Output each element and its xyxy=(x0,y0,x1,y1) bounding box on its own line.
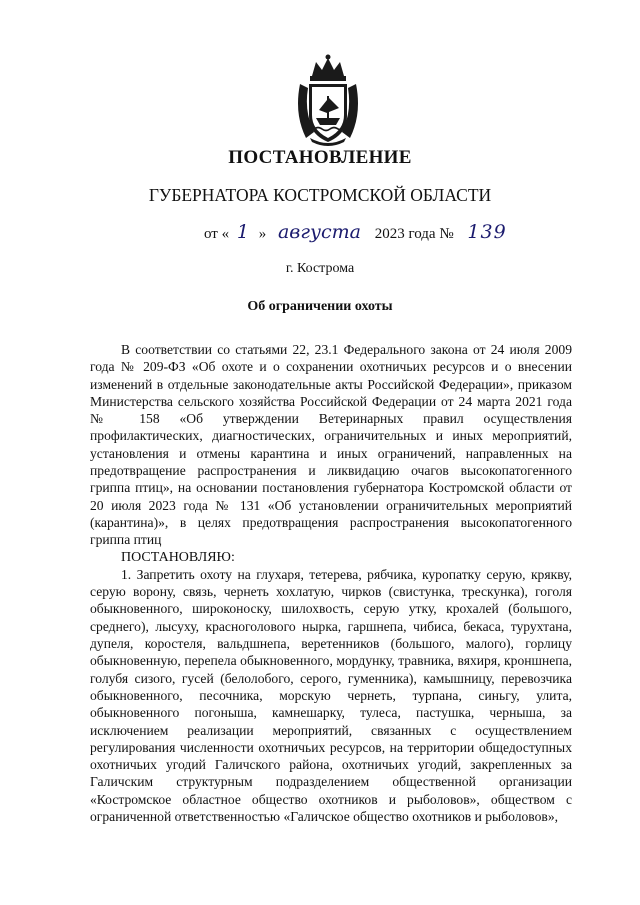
document-subject: Об ограничении охоты xyxy=(247,299,393,314)
item-1-paragraph: 1. Запретить охоту на глухаря, тетерева, рябчика, куропатку серую, крякву, серую ворону, связь, чернеть хохлатую, чирков (свистунка, трескунка), гоголя обыкновенного, широконоску, шилохвость, серую утку, крохалей (большого, среднего), лысуху, красноголового нырка, гаршнепа, чибиса, бекаса, турухтана, дупеля, коростеля, вальдшнепа, веретенников (большого, малого), горлицу обыкновенную, перепела обыкновенного, мордунку, травника, вяхиря, кроншнепа, голубя сизого, гусей (белолобого, серого, гуменника), камышницу, перевозчика обыкновенного, песочника, морскую чернеть, турпана, синьгу, улита, обыкновенного погоныша, камнешарку, тулеса, пастушка, черныша, за исключением реализации мероприятий, связанных с осуществлением регулирования численности охотничьих ресурсов, на территории общедоступных охотничьих угодий Галичского района, охотничьих угодий, закрепленных за Галичским структурным подразделением общественной организации «Костромское областное общество охотников и рыболовов», обществом с ограниченной ответственностью «Галичское общество охотников и рыболовов», xyxy=(90,566,572,825)
date-month-handwritten: августа xyxy=(277,221,361,243)
date-day-handwritten: 1 xyxy=(236,221,249,243)
date-mid: » xyxy=(258,226,267,242)
city-name: г. Кострома xyxy=(285,261,355,276)
date-year: 2023 года № xyxy=(374,226,454,242)
document-title: ПОСТАНОВЛЕНИЕ xyxy=(228,147,412,168)
coat-of-arms-icon xyxy=(290,54,366,146)
document-body xyxy=(90,341,572,825)
decree-word: ПОСТАНОВЛЯЮ: xyxy=(121,549,235,565)
date-line xyxy=(204,221,507,243)
date-prefix: от « xyxy=(204,226,230,242)
preamble-paragraph: В соответствии со статьями 22, 23.1 Федерального закона от 24 июля 2009 года № 209-ФЗ «Об охоте и о сохранении охотничьих ресурсов и о внесении изменений в отдельные законодательные акты Российской Федерации», приказом Министерства сельского хозяйства Российской Федерации от 24 марта 2021 года № 158 «Об утверждении Ветеринарных правил осуществления профилактических, диагностических, ограничительных и иных мероприятий, установления и отмены карантина и иных ограничений, направленных на предотвращение распространения и ликвидацию очагов высокопатогенного гриппа птиц», на основании постановления губернатора Костромской области от 20 июля 2023 года № 131 «Об установлении ограничительных мероприятий (карантина)», в целях предотвращения распространения высокопатогенного гриппа птиц xyxy=(90,342,572,548)
document-number-handwritten: 139 xyxy=(467,221,507,243)
document-issuer: ГУБЕРНАТОРА КОСТРОМСКОЙ ОБЛАСТИ xyxy=(148,185,492,205)
